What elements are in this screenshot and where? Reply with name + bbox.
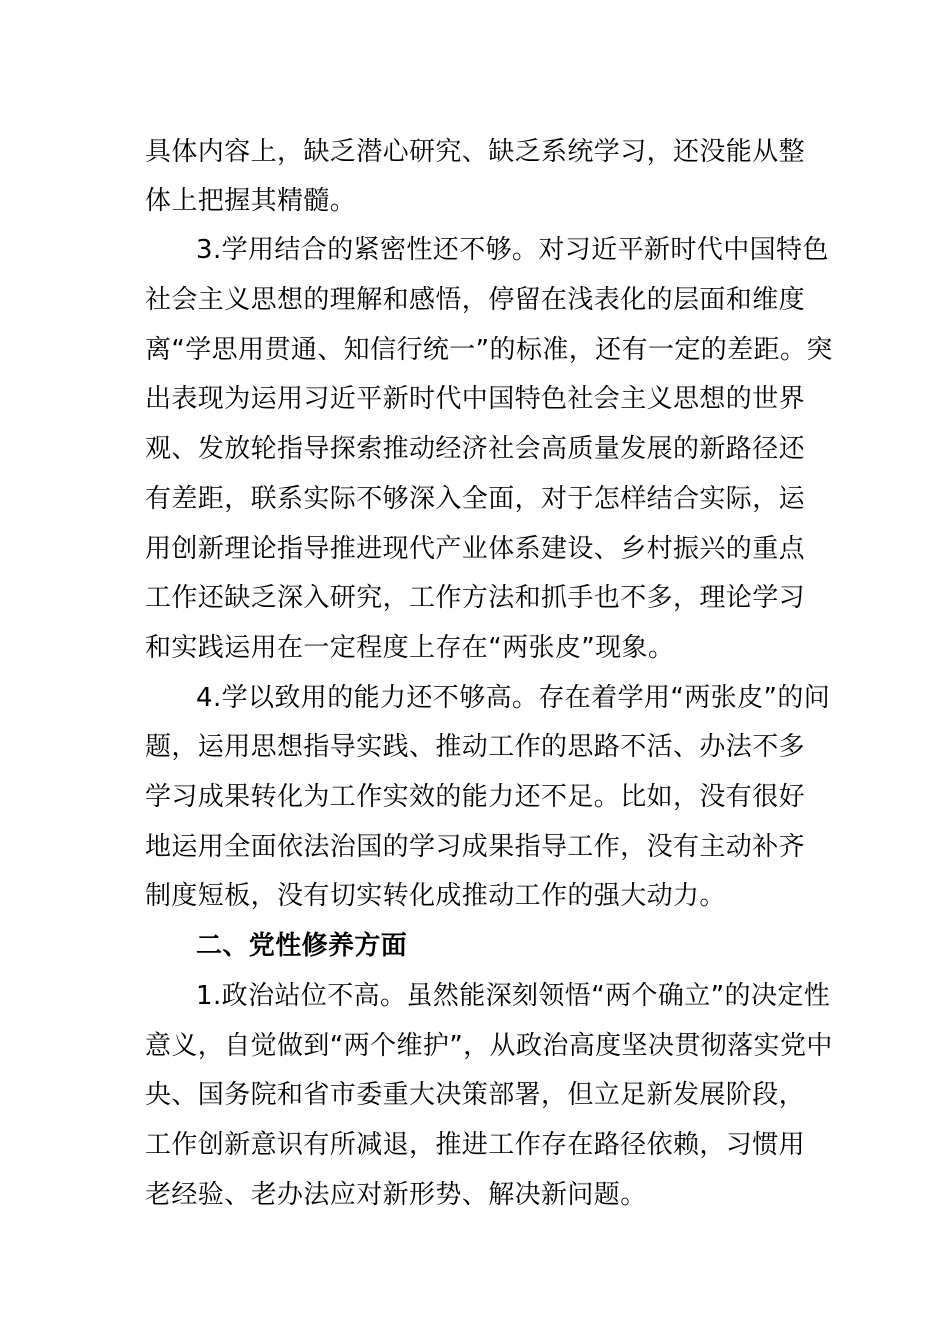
section-heading: 二、党性修养方面 — [196, 931, 408, 961]
paragraph-line: 有差距，联系实际不够深入全面，对于怎样结合实际，运 — [145, 484, 806, 514]
paragraph-line: 学习成果转化为工作实效的能力还不足。比如，没有很好 — [145, 782, 806, 812]
paragraph-line: 题，运用思想指导实践、推动工作的思路不活、办法不多 — [145, 732, 806, 762]
paragraph-line: 用创新理论指导推进现代产业体系建设、乡村振兴的重点 — [145, 534, 806, 564]
paragraph-line: 制度短板，没有切实转化成推动工作的强大动力。 — [145, 881, 726, 911]
paragraph-line: 体上把握其精髓。 — [145, 186, 357, 216]
paragraph-line: 3.学用结合的紧密性还不够。对习近平新时代中国特色 — [196, 235, 829, 265]
paragraph-line: 1.政治站位不高。虽然能深刻领悟“两个确立”的决定性 — [196, 981, 831, 1011]
paragraph-line: 工作创新意识有所减退，推进工作存在路径依赖，习惯用 — [145, 1130, 806, 1160]
paragraph-line: 出表现为运用习近平新时代中国特色社会主义思想的世界 — [145, 384, 806, 414]
paragraph-line: 社会主义思想的理解和感悟，停留在浅表化的层面和维度 — [145, 285, 806, 315]
paragraph-line: 4.学以致用的能力还不够高。存在着学用“两张皮”的问 — [196, 683, 831, 713]
paragraph-line: 离“学思用贯通、知信行统一”的标准，还有一定的差距。突 — [145, 335, 833, 365]
paragraph-line: 工作还缺乏深入研究，工作方法和抓手也不多，理论学习 — [145, 583, 806, 613]
paragraph-line: 观、发放轮指导探索推动经济社会高质量发展的新路径还 — [145, 434, 806, 464]
paragraph-line: 具体内容上，缺乏潜心研究、缺乏系统学习，还没能从整 — [145, 137, 806, 167]
paragraph-line: 央、国务院和省市委重大决策部署，但立足新发展阶段， — [145, 1080, 806, 1110]
paragraph-line: 和实践运用在一定程度上存在“两张皮”现象。 — [145, 633, 675, 663]
paragraph-line: 老经验、老办法应对新形势、解决新问题。 — [145, 1180, 647, 1210]
paragraph-line: 意义，自觉做到“两个维护”，从政治高度坚决贯彻落实党中 — [145, 1031, 833, 1061]
paragraph-line: 地运用全面依法治国的学习成果指导工作，没有主动补齐 — [145, 832, 806, 862]
